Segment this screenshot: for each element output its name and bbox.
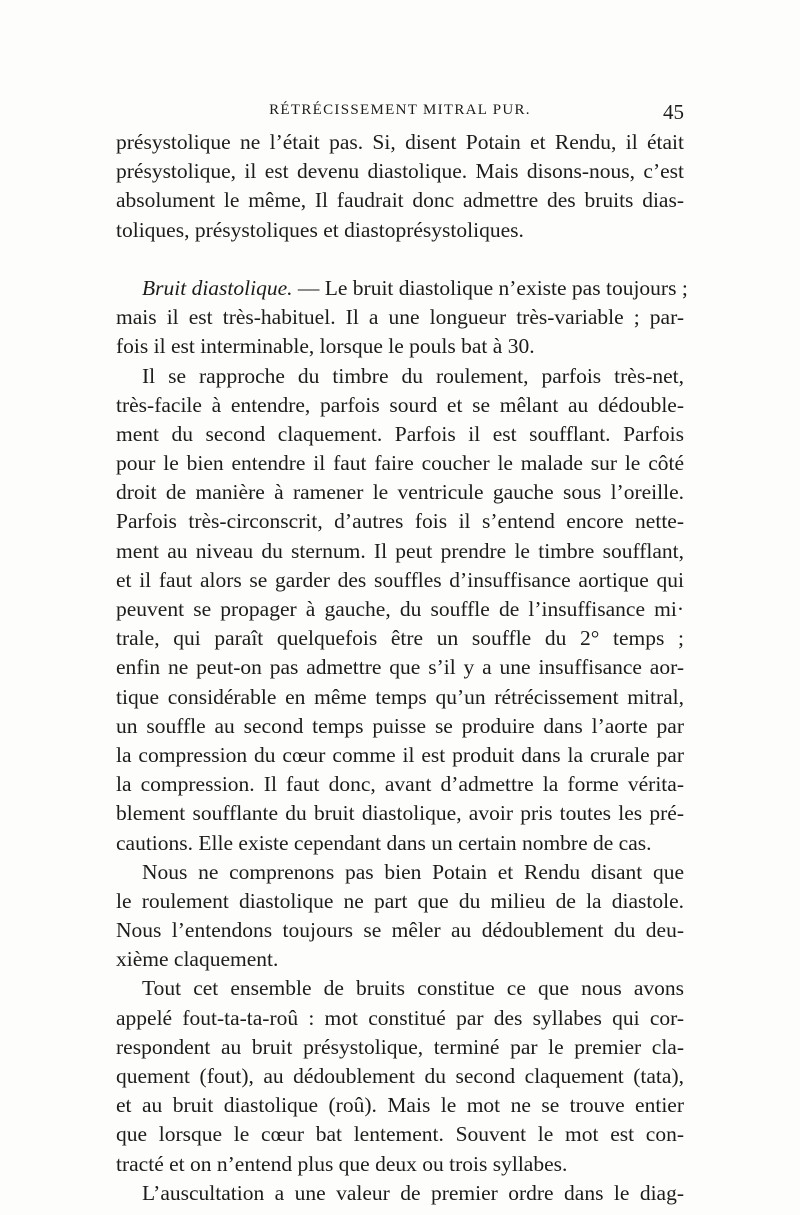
text-line: appelé fout-ta-ta-roû : mot constitué par des syllabes qui cor- — [116, 1005, 684, 1030]
section-title: Bruit diastolique. — [142, 275, 293, 300]
text-line: quement (fout), au dédoublement du second claquement (tata), — [116, 1064, 684, 1088]
text-line: fois il est interminable, lorsque le pouls bat à 30. — [116, 334, 535, 359]
text-line: cautions. Elle existe cependant dans un certain nombre de cas. — [116, 830, 652, 855]
text-line: le roulement diastolique ne part que du milieu de la diastole. — [116, 888, 684, 913]
text-line: la compression du cœur comme il est produit dans la crurale par — [116, 742, 684, 767]
text-line: mais il est très-habituel. Il a une longueur très-variable ; par- — [116, 305, 684, 330]
text-line: et au bruit diastolique (roû). Mais le mot ne se trouve entier — [116, 1093, 684, 1118]
text-line: toliques, présystoliques et diastoprésystoliques. — [116, 217, 524, 242]
text-line: très-facile à entendre, parfois sourd et se mêlant au dédouble- — [116, 392, 684, 417]
text-line: respondent au bruit présystolique, terminé par le premier cla- — [116, 1034, 684, 1059]
text-line: blement soufflante du bruit diastolique, avoir pris toutes les pré- — [116, 801, 684, 826]
text-line: Tout cet ensemble de bruits constitue ce que nous avons — [142, 976, 684, 1001]
text-line: la compression. Il faut donc, avant d’admettre la forme vérita- — [116, 772, 684, 797]
text-line: ment du second claquement. Parfois il est soufflant. Parfois — [116, 421, 684, 446]
text-line: peuvent se propager à gauche, du souffle de l’insuffisance mi· — [116, 597, 684, 621]
text-line-rest: — Le bruit diastolique n’existe pas toujours ; — [292, 275, 688, 300]
body-text — [116, 128, 688, 1208]
text-line: Nous ne comprenons pas bien Potain et Rendu disant que — [142, 859, 684, 884]
text-line: Nous l’entendons toujours se mêler au dédoublement du deu- — [116, 918, 684, 943]
text-line: Il se rapproche du timbre du roulement, parfois très-net, — [142, 363, 684, 388]
running-head — [116, 100, 684, 126]
text-line: droit de manière à ramener le ventricule gauche sous l’oreille. — [116, 480, 684, 505]
text-line: un souffle au second temps puisse se produire dans l’aorte par — [116, 713, 684, 738]
text-line: L’auscultation a une valeur de premier ordre dans le diag- — [142, 1180, 684, 1205]
text-line: tique considérable en même temps qu’un rétrécissement mitral, — [116, 684, 684, 709]
text-line: ment au niveau du sternum. Il peut prendre le timbre soufflant, — [116, 538, 684, 563]
text-line: tracté et on n’entend plus que deux ou trois syllabes. — [116, 1151, 568, 1176]
text-line: pour le bien entendre il faut faire coucher le malade sur le côté — [116, 451, 684, 476]
text-line: présystolique, il est devenu diastolique. Mais disons-nous, c’est — [116, 159, 684, 184]
text-line: présystolique ne l’était pas. Si, disent Potain et Rendu, il était — [116, 130, 684, 154]
text-line — [116, 274, 688, 303]
text-line: Parfois très-circonscrit, d’autres fois il s’entend encore nette- — [116, 509, 684, 534]
text-line: trale, qui paraît quelquefois être un souffle du 2° temps ; — [116, 626, 684, 651]
text-line: absolument le même, Il faudrait donc admettre des bruits dias- — [116, 188, 684, 213]
text-line: et il faut alors se garder des souffles d’insuffisance aortique qui — [116, 567, 684, 592]
text-line: xième claquement. — [116, 947, 279, 972]
text-line: enfin ne peut-on pas admettre que s’il y a une insuffisance aor- — [116, 655, 684, 680]
paragraph-gap — [116, 245, 684, 274]
page-number: 45 — [663, 100, 684, 124]
text-line: que lorsque le cœur bat lentement. Souvent le mot est con- — [116, 1122, 684, 1147]
running-title: RÉTRÉCISSEMENT MITRAL PUR. — [269, 102, 531, 118]
